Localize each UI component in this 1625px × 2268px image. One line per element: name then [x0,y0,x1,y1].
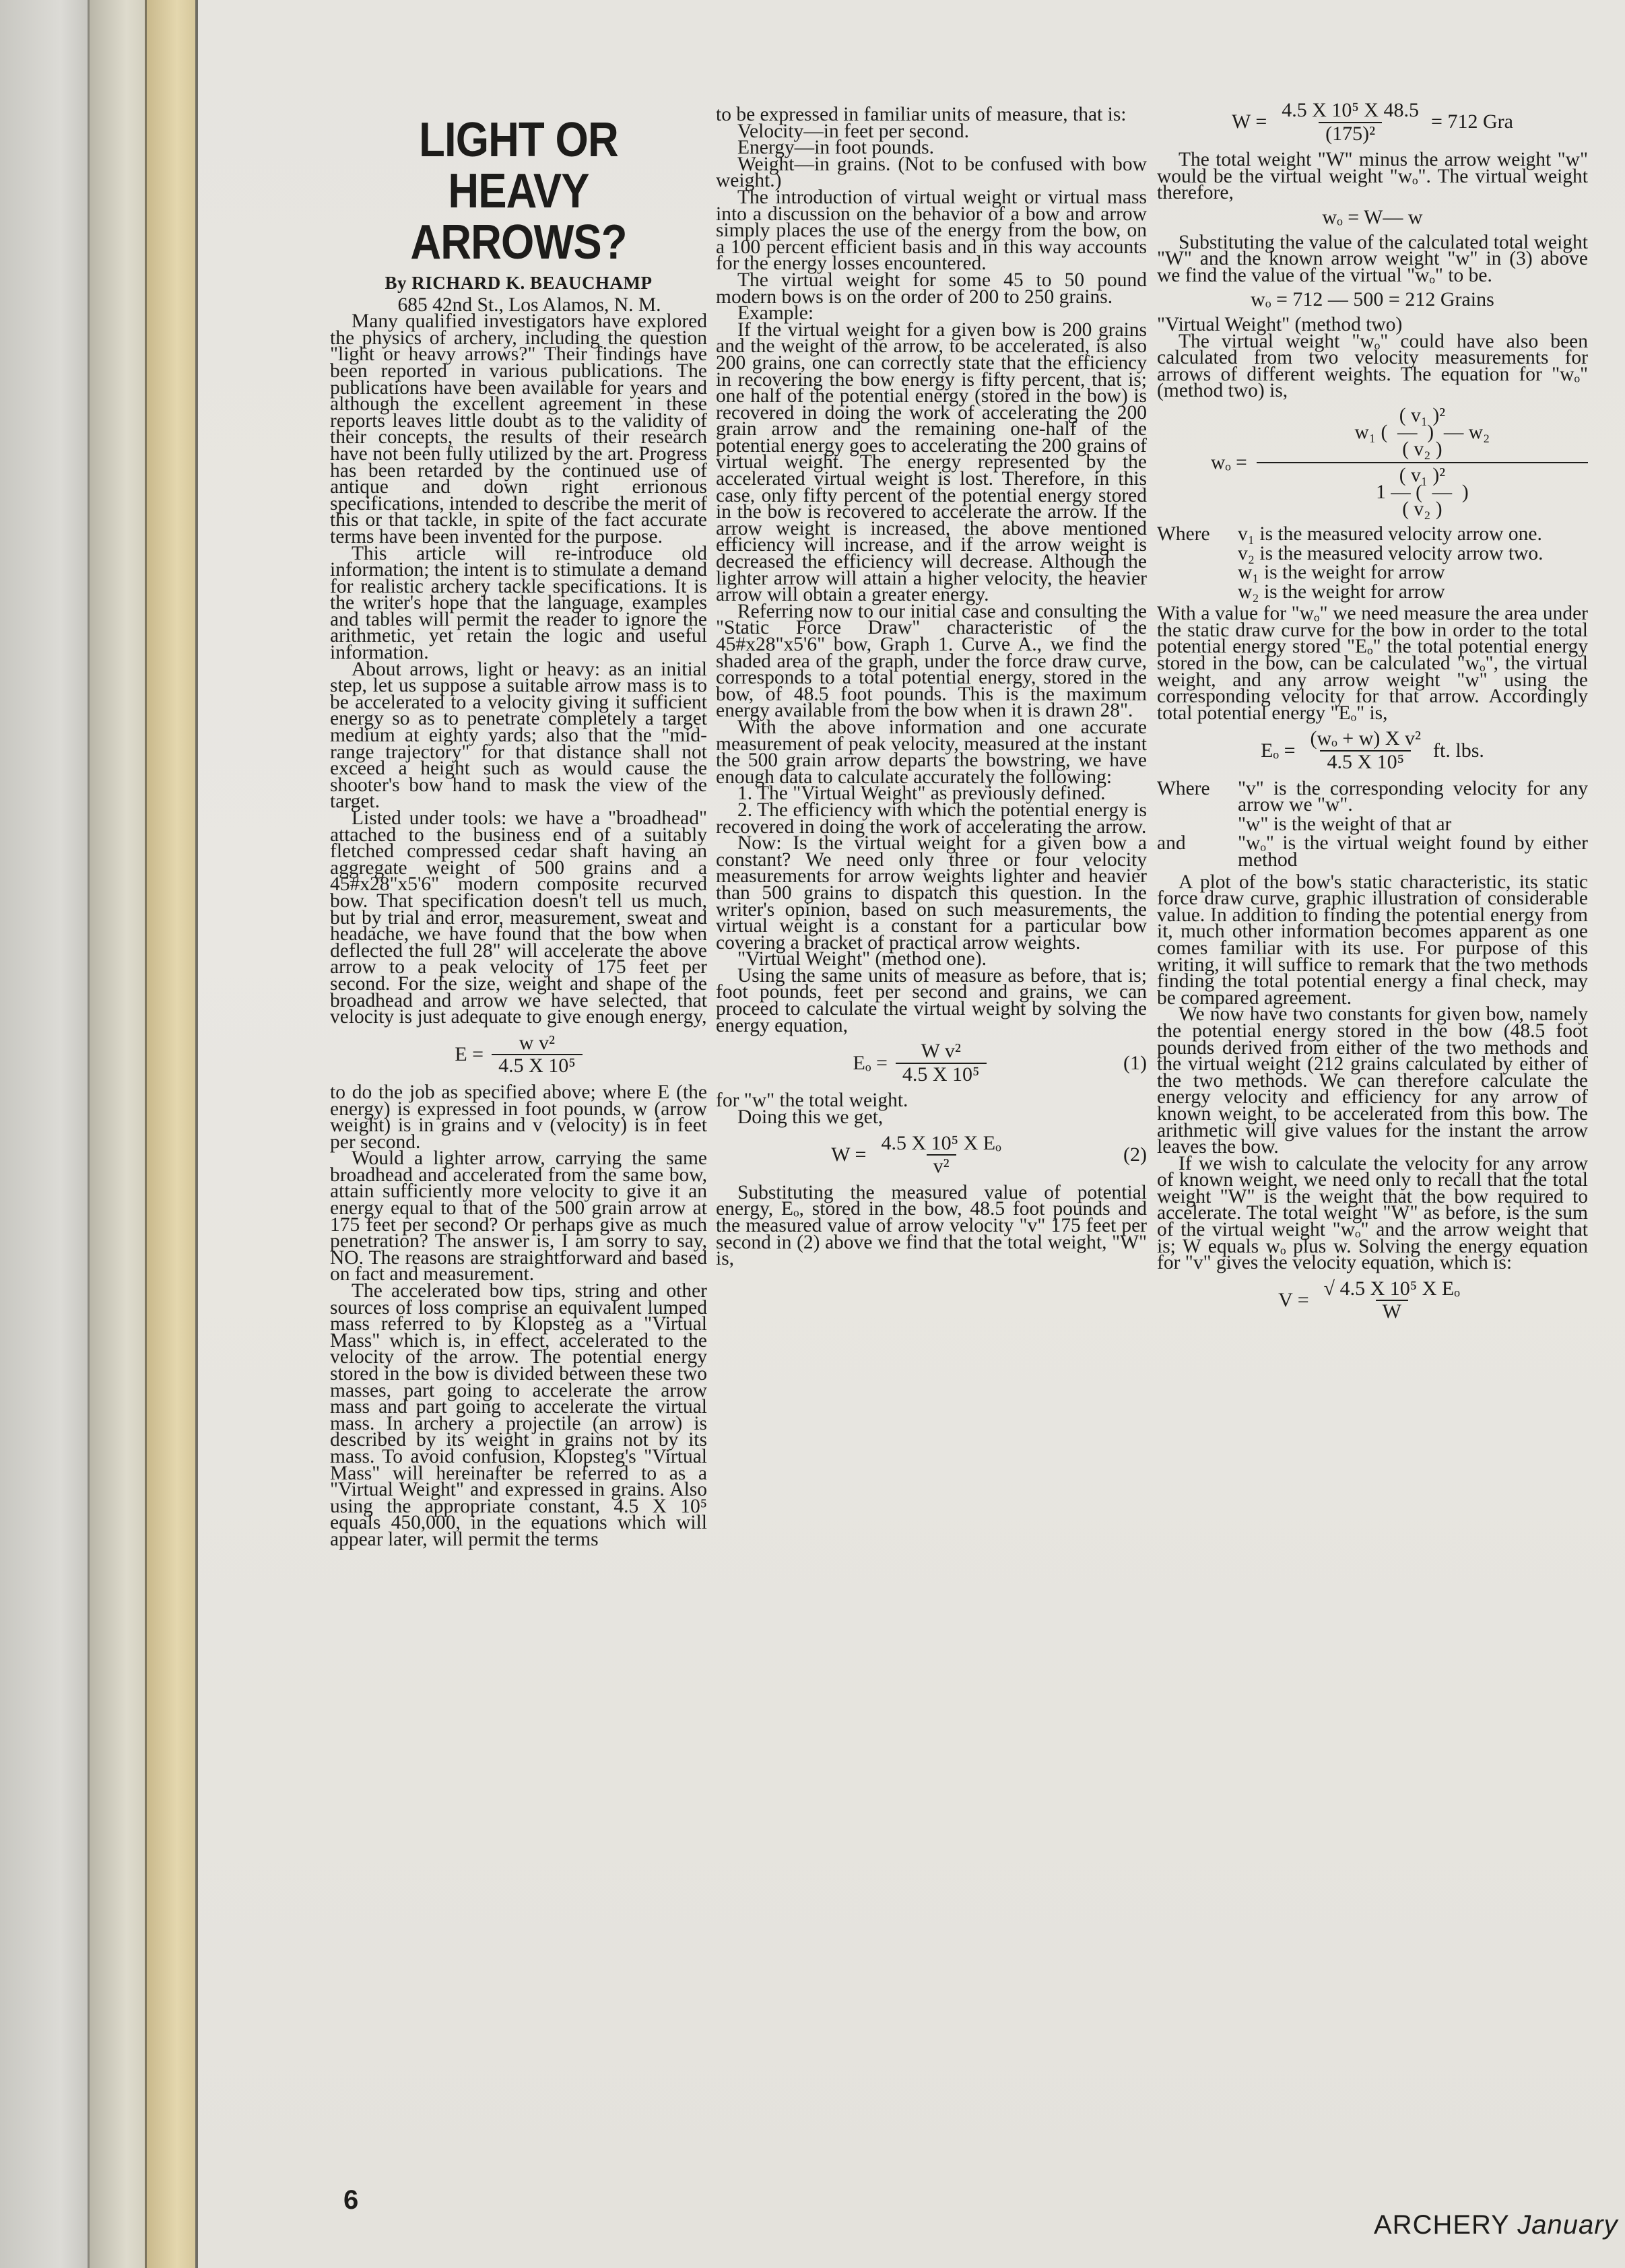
list-item: Weight—in grains. (Not to be confused with bow weight.) [716,153,1147,192]
fraction [1257,404,1588,520]
numerator: 4.5 X 10⁵ X 48.5 [1282,99,1420,121]
definition-text: is the virtual weight found by either method [1238,832,1588,871]
paragraph: The accelerated bow tips, string and other sources of loss comprise an equivalent lumped mass referred to by Klopsteg as a "Virtual Mass" which is, in effect, accelerated to the velocity of the arrow. The potential energy stored in the bow is divided between these two masses, part going to accelerate the arrow mass and part going to accelerate the virtual mass. In archery a projectile (an arrow) is described by its weight in grains not by its mass. To avoid confusion, Klopsteg's "Virtual Mass" will hereinafter be referred to as a "Virtual Weight" and expressed in grains. Also using the appropriate constant, 4.5 X 10⁵ equals 450,000, in the equations which will appear later, will permit the terms [330,1280,707,1550]
symbol: "v" [1238,777,1264,799]
and-label: and [1157,832,1186,855]
symbol: "w" [1238,813,1269,835]
title-line-1: LIGHT OR HEAVY [419,113,618,218]
column-2 [716,104,1148,1270]
definition-list [1157,777,1588,871]
paragraph: The virtual weight for some 45 to 50 pound modern bows is on the order of 200 to 250 grains. [716,269,1147,308]
definition [1238,523,1588,545]
equation-lhs: Eₒ = [853,1051,888,1074]
definition-text: is the measured velocity arrow two. [1259,542,1544,564]
numerator: 4.5 X 10⁵ X Eₒ [881,1131,1001,1154]
equation-3 [1157,99,1588,145]
paragraph: Substituting the value of the calculated total weight "W" and the known arrow weight "w" in (3) above we find the value of the virtual "wₒ" to be. [1157,231,1588,286]
paragraph: If the virtual weight for a given bow is 200 grains and the weight of the arrow, to be accelerated, is also 200 grains, one can correctly state that the efficiency in recovering the bow energy is fifty percent, that is; one half of the potential energy (stored in the bow) is recovered in doing the work of accelerating the 200 grain arrow and the remaining one-half of the potential energy goes to accelerating the 200 grains of virtual weight. The energy represented by the accelerated virtual weight is lost. Therefore, in this case, only fifty percent of the potential energy stored in the bow is recovered to accelerate the arrow. If the arrow weight is increased, the above mentioned efficiency will increase, and if the arrow weight is decreased the efficiency will decrease. Although the lighter arrow will attain a higher velocity, the heavier arrow will obtain a greater energy. [716,319,1147,606]
numerator: W v² [921,1040,961,1063]
paragraph: Using the same units of measure as before, that is; foot pounds, feet per second and grains, we can proceed to calculate the virtual weight by solving the energy equation, [716,964,1147,1036]
page-number: 6 [343,2185,359,2215]
equation-6 [1157,727,1588,774]
definition-text: is the weight for arrow [1263,580,1445,603]
definition-text: is the measured velocity arrow one. [1259,523,1542,545]
symbol: v₁ [1238,523,1255,545]
byline: By RICHARD K. BEAUCHAMP [385,273,653,293]
paragraph: Listed under tools: we have a "broadhead" attached to the business end of a suitably fletched compressed cedar shaft having an aggregate weight of 500 grains and a 45#x28"x5'6" modern composite recurved bow. That specification doesn't tell us much, but by trial and error, measurement, sweat and headache, we have found that the bow when deflected the full 28" will accelerate the above arrow to a peak velocity of 175 feet per second. For the size, weight and shape of the broadhead and arrow we have selected, that velocity is just adequate to give enough energy, [330,807,707,1028]
equation-lhs: W = [831,1143,867,1166]
denominator: 4.5 X 10⁵ [1320,750,1411,771]
equation-lhs: E = [455,1043,484,1066]
denominator: 4.5 X 10⁵ [896,1063,987,1083]
where-label: Where [1157,523,1210,545]
equation-4: wₒ = W— w [1322,205,1423,228]
definition [1238,777,1588,816]
paragraph: If we wish to calculate the velocity for any arrow of known weight, we need only to recall that the total weight "W" is the weight that the bow required to accelerate. The total weight "W" as before, is the sum of the virtual weight "wₒ" and the arrow weight that is; W equals wₒ plus w. Solving the energy equation for "v" gives the velocity equation, which is: [1157,1152,1588,1274]
definition-list [1157,523,1588,603]
symbol: w₂ [1238,580,1259,603]
paragraph: Referring now to our initial case and consulting the "Static Force Draw" characteristic of the 45#x28"x5'6" bow, Graph 1. Curve A., we find the shaded area of the graph, under the force draw curve, corresponds to a total potential energy, stored in the bow, of 48.5 foot pounds. This is the maximum energy available from the bow when it is drawn 28". [716,600,1147,722]
denominator: (175)² [1319,122,1382,143]
equation-lhs: V = [1278,1289,1309,1312]
symbol: v₂ [1238,542,1255,564]
numerator: (wₒ + w) X v² [1310,727,1422,750]
equation-2 [716,1131,1148,1178]
numerator-line: w₁ ( — ) — w₂ [1354,421,1490,443]
paragraph: to be expressed in familiar units of measure, that is: [716,104,1127,125]
section-heading: "Virtual Weight" (method two) [1157,313,1403,335]
list-item: Velocity—in feet per second. [737,120,970,142]
paragraph: We now have two constants for given bow, namely the potential energy stored in the bow (48.5 foot pounds derived from either of the two methods and the virtual weight (212 grains calculated by either of the two methods. We can therefore calculate the energy velocity and efficiency for any arrow of known weight, to be accelerated from this bow. The arithmetic will give values for the instant the arrow leaves the bow. [1157,1003,1588,1158]
paragraph: With the above information and one accurate measurement of peak velocity, measured at the instant the 500 grain arrow departs the bowstring, we have enough data to calculate accurately the following: [716,716,1147,788]
denominator: v² [927,1154,956,1175]
paragraph: Would a lighter arrow, carrying the same broadhead and accelerated from the same bow, attain sufficiently more velocity to give it an energy equal to that of the 500 grain arrow at 175 feet per second? Or perhaps give as much penetration? The answer is, I am sorry to say, NO. The reasons are straightforward and based on fact and measurement. [330,1147,707,1286]
paragraph: Now: Is the virtual weight for a given bow a constant? We need only three or four velocity measurements for arrow weights lighter and heavier than 500 grains to dispatch this question. In the writer's opinion, based on such measurements, the virtual weight is a constant for a particular bow covering a bracket of practical arrow weights. [716,832,1147,954]
denominator-line: ( v₂ ) [1402,498,1442,520]
definition [1238,813,1588,835]
paragraph: With a value for "wₒ" we need measure the area under the static draw curve for the bow in order to the total potential energy stored "Eₒ" the total potential energy stored in the bow, can be calculated "wₒ", the virtual weight, and any arrow weight "w" using the corresponding velocity for that arrow. Accordingly total potential energy "Eₒ" is, [1157,603,1588,724]
definition-text: is the weight for arrow [1263,562,1445,584]
paragraph: This article will re-introduce old information; the intent is to stimulate a demand for realistic archery tackle specifications. It is the writer's hope that the language, examples and tables will permit the reader to ignore the arithmetic, yet retain the logic and useful information. [330,542,707,664]
equation-lhs: Eₒ = [1261,739,1296,762]
paragraph: for "w" the total weight. [716,1090,908,1112]
fraction [1275,99,1426,145]
definition-text: is the weight of that ar [1273,813,1452,835]
equation-lhs: wₒ = [1211,451,1247,473]
paragraph: Doing this we get, [737,1106,884,1129]
symbol: w₁ [1238,562,1259,584]
paragraph: 1. The "Virtual Weight" as previously defined. [737,782,1106,805]
definition [1238,562,1588,584]
fraction [896,1040,987,1086]
list-item: Energy—in foot pounds. [737,137,934,159]
fraction [492,1031,583,1077]
paragraph: to do the job as specified above; where E (the energy) is expressed in foot pounds, w (arrow weight) is in grains and v (velocity) is in feet per second. [330,1081,707,1153]
paragraph: Substituting the measured value of potential energy, Eₒ, stored in the bow, 48.5 foot pounds and the measured value of arrow velocity "v" 175 feet per second in (2) above we find that the total weight, "W" is, [716,1181,1147,1270]
virtual-weight-equation [1157,404,1588,520]
paragraph: The introduction of virtual weight or virtual mass into a discussion on the behavior of a bow and arrow simply places the use of the energy from the bow, on a 100 percent efficient basis and in this way accounts for the energy losses encountered. [716,186,1147,275]
paragraph: The virtual weight "wₒ" could have also been calculated from two velocity measurements for arrows of different weights. The equation for "wₒ" (method two) is, [1157,330,1588,402]
denominator-line: ( v₁ )² [1399,464,1446,486]
fraction [874,1131,1007,1178]
equation-rhs: ft. lbs. [1433,739,1484,762]
magazine-footer [1374,2210,1618,2240]
equation-lhs: W = [1232,110,1267,133]
fraction-bar [1257,462,1588,463]
fraction [1317,1277,1467,1323]
paragraph: About arrows, light or heavy: as an initial step, let us suppose a suitable arrow mass is to be accelerated to a velocity giving it sufficient energy so as to penetrate completely a target medium at eighty yards; also that the "mid-range trajectory" for that distance shall not exceed a height such as would cause the shooter's bow hand to mask the view of the target. [330,658,707,813]
equation-number: (2) [1123,1143,1148,1166]
definition [1238,580,1588,603]
equation-rhs: = 712 Gra [1431,110,1513,133]
definition [1238,832,1588,871]
definition-text: is the corresponding velocity for any arrow we "w". [1238,777,1588,816]
fraction [1304,727,1428,774]
denominator: W [1376,1300,1408,1321]
paragraph: Example: [737,302,814,325]
where-label: Where [1157,777,1210,799]
paragraph: The total weight "W" minus the arrow weight "w" would be the virtual weight "wₒ". The virtual weight therefore, [1157,149,1588,204]
column-1 [330,114,707,1548]
page-edge-1 [0,0,101,2268]
issue-month: January [1517,2210,1618,2240]
denominator: 4.5 X 10⁵ [492,1054,583,1075]
numerator: √ 4.5 X 10⁵ X Eₒ [1323,1277,1460,1300]
paragraph: A plot of the bow's static characteristic, its static force draw curve, graphic illustration of considerable value. In addition to finding the potential energy from it, much other information becomes apparent as one comes familiar with its use. For purpose of this writing, it will suffice to remark that the two methods finding the total potential energy a final check, may be compared agreement. [1157,871,1588,1009]
paragraph: 2. The efficiency with which the potential energy is recovered in doing the work of accelerating the arrow. [716,799,1147,838]
paragraph: Many qualified investigators have explored the physics of archery, including the question "light or heavy arrows?" Their findings have been reported in various publications. The publications have been available for years and although the excellent agreement in these reports leaves little doubt as to the validity of their concepts, the results of their research have not been fully utilized by the art. Progress has been retarded by the continued use of antique and down right errionous specifications, intended to describe the merit of this or that tackle, in spite of the fact accurate terms have been invented for the purpose. [330,310,707,547]
definition [1238,542,1588,564]
denominator-line: 1 — ( — ) [1376,481,1469,503]
equation-1 [716,1040,1147,1086]
magazine-name: ARCHERY [1374,2210,1510,2240]
equation-5: wₒ = 712 — 500 = 212 Grains [1251,288,1494,311]
numerator-line: ( v₁ )² [1399,404,1446,426]
section-heading: "Virtual Weight" (method one). [737,948,987,970]
velocity-equation [1157,1277,1588,1323]
column-3 [1157,93,1588,1330]
numerator-line: ( v₂ ) [1402,438,1442,460]
energy-equation [330,1031,707,1077]
author-address: 685 42nd St., Los Alamos, N. M. [397,294,661,316]
article-title [353,114,685,268]
equation-number: (1) [1123,1051,1147,1074]
symbol: "wₒ" [1238,832,1274,855]
numerator: w v² [519,1031,555,1054]
title-line-2: ARROWS? [410,215,627,269]
